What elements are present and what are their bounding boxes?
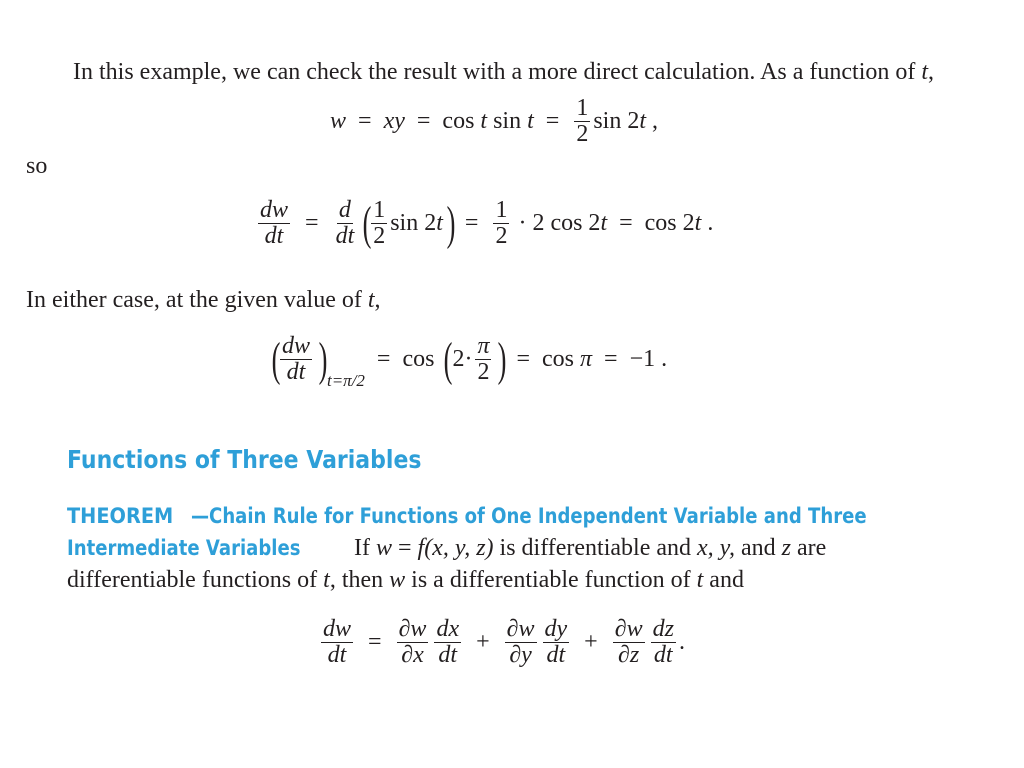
eq3-cos2: cos — [542, 346, 575, 372]
either-case-variable: t — [367, 287, 375, 313]
eq2-half-fraction — [371, 198, 387, 249]
intro-sentence: In this example, we can check the result with a more direct calculation. As a function of — [73, 59, 916, 85]
theorem-title-line-1: —Chain Rule for Functions of One Independent Variable and Three — [190, 504, 867, 528]
theorem-text2-then: , then — [329, 567, 384, 593]
eq4-end: . — [678, 629, 685, 655]
eq2-half-den: 2 — [373, 223, 386, 249]
theorem-text2-t: t — [323, 567, 330, 593]
theorem-text2-t2: t — [696, 567, 704, 593]
theorem-line-3 — [67, 566, 744, 594]
eq4-dydt-fraction — [543, 617, 570, 668]
eq2-d-dt-fraction — [334, 198, 357, 249]
eq2-end: . — [707, 210, 714, 236]
eq1-end: , — [652, 108, 659, 134]
eq3-neg-one: −1 — [629, 346, 656, 372]
eq3-equals-3: = — [604, 346, 618, 372]
eq4-dx: dx — [436, 616, 460, 642]
theorem-text2-w: w — [389, 567, 406, 593]
theorem-line-1 — [67, 502, 976, 530]
eq4-dt-1: dt — [438, 642, 458, 668]
eq2-half2-fraction — [493, 198, 509, 249]
theorem-text2-a: differentiable functions of — [67, 567, 318, 593]
eq3-pi-2: π — [580, 346, 593, 372]
eq3-two-den: 2 — [477, 359, 490, 385]
eq3-right-paren-2: ) — [498, 332, 507, 386]
theorem-text-are: are — [797, 535, 827, 561]
eq2-left-paren: ( — [362, 196, 372, 250]
eq2-d: d — [338, 197, 351, 223]
eq2-dt: dt — [264, 223, 284, 249]
eq4-dxdt-fraction — [434, 617, 461, 668]
eq3-equals-2: = — [516, 346, 531, 372]
eq3-dwdt-fraction — [280, 334, 312, 385]
eq1-t: t — [480, 108, 488, 134]
eq1-half-num: 1 — [576, 95, 589, 121]
eq2-half2-num: 1 — [495, 197, 508, 223]
eq2-half-num: 1 — [373, 197, 386, 223]
equation-evaluated — [268, 332, 668, 390]
eq4-pw-2: ∂w — [506, 616, 535, 642]
eq4-dy: dy — [544, 616, 568, 642]
theorem-title-line-2: Intermediate Variables — [67, 536, 301, 560]
eq1-equals: = — [358, 108, 372, 134]
eq3-cos: cos — [402, 346, 435, 372]
eq1-t-3: t — [639, 108, 647, 134]
eq4-dzdt-fraction — [651, 617, 676, 668]
theorem-text-equals: = — [398, 535, 412, 561]
eq3-two: 2 — [452, 346, 465, 372]
eq3-dw: dw — [281, 333, 310, 359]
either-case-end: , — [374, 287, 381, 313]
eq2-equals-2: = — [464, 210, 479, 236]
eq2-two-cos: 2 cos 2 — [532, 210, 601, 236]
eq2-dwdt-fraction — [258, 198, 290, 249]
eq4-pw-3: ∂w — [614, 616, 643, 642]
eq4-dw: dw — [323, 616, 352, 642]
so-text: so — [26, 153, 48, 179]
eq4-dz: dz — [652, 616, 674, 642]
eq4-dt: dt — [327, 642, 347, 668]
eq1-sin2: sin 2 — [593, 108, 640, 134]
eq2-half2-den: 2 — [495, 223, 508, 249]
eq3-equals: = — [376, 346, 391, 372]
theorem-line-2-text — [354, 534, 826, 562]
eq4-pz: ∂z — [618, 642, 640, 668]
equation-w-equals-xy — [330, 96, 658, 147]
eq2-dt-2: dt — [335, 223, 355, 249]
either-case-sentence: In either case, at the given value of — [26, 287, 362, 313]
eq4-equals: = — [368, 629, 382, 655]
eq2-t-2: t — [600, 210, 608, 236]
eq2-sin2: sin 2 — [390, 210, 437, 236]
eq2-dw: dw — [260, 197, 289, 223]
eq1-half-fraction — [574, 96, 590, 147]
eq3-left-paren-2: ( — [444, 332, 453, 386]
theorem-text-if: If — [354, 535, 370, 561]
eq3-right-paren: ) — [318, 332, 328, 386]
theorem-text-z: z — [781, 535, 791, 561]
eq1-sin: sin — [493, 108, 522, 134]
eq4-dt-3: dt — [653, 642, 673, 668]
eq4-px: ∂x — [401, 642, 424, 668]
eq1-xy: xy — [383, 108, 405, 134]
equation-dw-dt — [255, 198, 713, 249]
eq2-equals-3: = — [619, 210, 633, 236]
theorem-text2-and: and — [709, 567, 744, 593]
eq4-pwpx-fraction — [397, 617, 429, 668]
theorem-text-differentiable: is differentiable and — [499, 535, 692, 561]
eq3-pi: π — [477, 333, 490, 359]
section-heading: Functions of Three Variables — [67, 445, 422, 474]
eq1-w: w — [330, 108, 347, 134]
eq4-pw-1: ∂w — [398, 616, 427, 642]
eq4-dwdt-fraction — [321, 617, 353, 668]
theorem-text-and: and — [741, 535, 776, 561]
eq2-right-paren: ) — [446, 196, 456, 250]
theorem-text-f: f(x, y, z) — [417, 535, 494, 561]
eq3-dot: · — [464, 346, 473, 372]
equation-chain-rule — [318, 617, 685, 668]
eq4-plus-1: + — [476, 629, 490, 655]
eq3-subscript: t=π/2 — [326, 371, 365, 390]
eq2-equals: = — [305, 210, 319, 236]
intro-text — [73, 58, 934, 86]
eq4-pwpz-fraction — [613, 617, 645, 668]
eq2-dot: · — [518, 210, 527, 236]
eq3-end: . — [661, 346, 668, 372]
eq3-dt: dt — [286, 359, 306, 385]
eq1-equals-3: = — [545, 108, 560, 134]
theorem-text-w: w — [375, 535, 392, 561]
theorem-text-xy: x, y, — [697, 535, 735, 561]
eq1-t-2: t — [527, 108, 534, 134]
eq4-plus-2: + — [584, 629, 598, 655]
theorem-text2-c: is a differentiable function of — [411, 567, 691, 593]
eq4-dt-2: dt — [546, 642, 566, 668]
eq3-pi-fraction — [475, 334, 491, 385]
intro-end: , — [928, 59, 935, 85]
either-case-text — [26, 286, 381, 314]
eq1-half-den: 2 — [576, 121, 589, 147]
eq3-left-paren: ( — [271, 332, 281, 386]
eq4-pwpy-fraction — [505, 617, 537, 668]
eq2-t: t — [436, 210, 443, 236]
eq1-cos: cos — [442, 108, 475, 134]
theorem-label: THEOREM — [67, 504, 174, 528]
eq2-t-3: t — [694, 210, 702, 236]
theorem-line-2 — [67, 534, 347, 562]
eq1-equals-2: = — [416, 108, 431, 134]
intro-variable: t — [921, 59, 929, 85]
eq2-cos2: cos 2 — [644, 210, 695, 236]
eq4-py: ∂y — [509, 642, 532, 668]
